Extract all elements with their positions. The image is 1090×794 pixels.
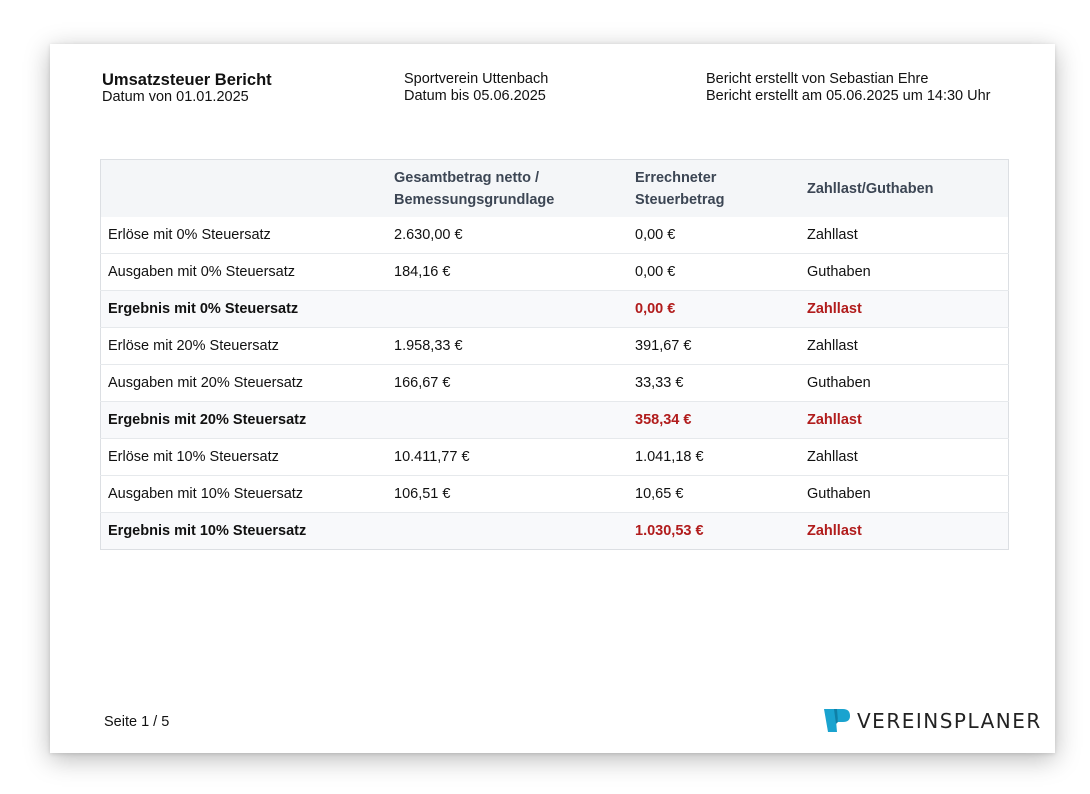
row-label: Ergebnis mit 10% Steuersatz — [101, 513, 388, 550]
table-header-row — [101, 160, 1009, 218]
row-label: Erlöse mit 0% Steuersatz — [108, 227, 271, 243]
column-header-tax: Errechneter Steuerbetrag — [635, 169, 725, 208]
column-header-net: Gesamtbetrag netto / Bemessungsgrundlage — [394, 169, 555, 208]
result-row — [101, 291, 1009, 328]
row-net-amount: 1.958,33 € — [387, 328, 628, 365]
row-status: Zahllast — [800, 291, 1009, 328]
row-label: Ausgaben mit 20% Steuersatz — [101, 365, 388, 402]
column-header-status: Zahllast/Guthaben — [807, 180, 934, 197]
row-label: Ergebnis mit 20% Steuersatz — [101, 402, 388, 439]
result-row — [101, 402, 1009, 439]
header-right — [706, 71, 991, 105]
row-status: Zahllast — [800, 328, 1009, 365]
header-center — [404, 71, 548, 105]
row-status: Guthaben — [800, 476, 1009, 513]
row-status: Guthaben — [800, 365, 1009, 402]
row-net-amount: 10.411,77 € — [387, 439, 628, 476]
row-status: Zahllast — [800, 513, 1009, 550]
row-net-amount — [387, 402, 628, 439]
brand-logo — [823, 707, 1042, 734]
row-net-amount: 2.630,00 € — [394, 227, 463, 243]
row-tax-amount: 1.030,53 € — [628, 513, 800, 550]
organization-name: Sportverein Uttenbach — [404, 71, 549, 87]
table-row — [101, 476, 1009, 513]
created-by: Bericht erstellt von Sebastian Ehre — [706, 71, 929, 87]
result-row — [101, 513, 1009, 550]
report-page — [50, 44, 1055, 753]
row-tax-amount: 358,34 € — [628, 402, 800, 439]
row-label: Erlöse mit 10% Steuersatz — [101, 439, 388, 476]
vereinsplaner-logo-icon — [823, 707, 851, 734]
row-tax-amount: 0,00 € — [635, 227, 676, 243]
row-net-amount: 166,67 € — [387, 365, 628, 402]
row-status: Zahllast — [807, 227, 858, 243]
table-row — [101, 217, 1009, 254]
date-to: Datum bis 05.06.2025 — [404, 88, 546, 104]
row-tax-amount: 0,00 € — [628, 254, 800, 291]
table-row — [101, 365, 1009, 402]
page-number: Seite 1 / 5 — [104, 714, 170, 730]
table-row — [101, 254, 1009, 291]
row-tax-amount: 0,00 € — [628, 291, 800, 328]
row-net-amount — [387, 291, 628, 328]
date-from: Datum von 01.01.2025 — [102, 89, 249, 105]
row-tax-amount: 391,67 € — [628, 328, 800, 365]
row-tax-amount: 33,33 € — [628, 365, 800, 402]
header-left — [102, 71, 272, 106]
row-net-amount — [387, 513, 628, 550]
row-net-amount: 184,16 € — [387, 254, 628, 291]
row-label: Ausgaben mit 0% Steuersatz — [101, 254, 388, 291]
row-label: Ergebnis mit 0% Steuersatz — [101, 291, 388, 328]
row-status: Zahllast — [800, 402, 1009, 439]
created-at: Bericht erstellt am 05.06.2025 um 14:30 Uhr — [706, 88, 991, 104]
column-header-label — [101, 160, 388, 218]
vat-report-table — [100, 159, 1009, 550]
row-net-amount: 106,51 € — [387, 476, 628, 513]
row-label: Erlöse mit 20% Steuersatz — [101, 328, 388, 365]
row-status: Zahllast — [800, 439, 1009, 476]
brand-name: VEREINSPLANER — [857, 708, 1042, 733]
report-title: Umsatzsteuer Bericht — [102, 71, 272, 89]
row-tax-amount: 1.041,18 € — [628, 439, 800, 476]
row-status: Guthaben — [800, 254, 1009, 291]
table-row — [101, 328, 1009, 365]
table-row — [101, 439, 1009, 476]
row-label: Ausgaben mit 10% Steuersatz — [101, 476, 388, 513]
row-tax-amount: 10,65 € — [628, 476, 800, 513]
